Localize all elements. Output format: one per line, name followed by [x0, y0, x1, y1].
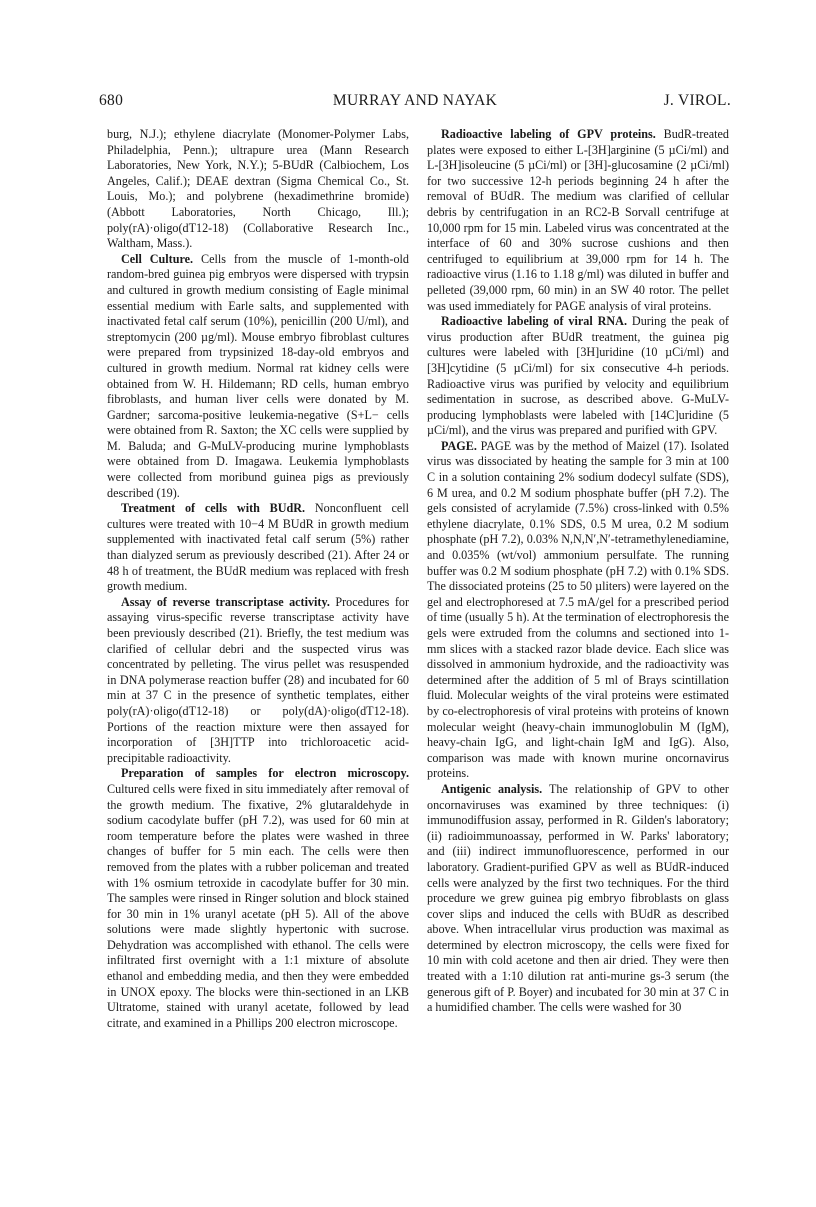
paragraph — [427, 782, 729, 1016]
section-heading: Cell Culture. — [121, 251, 194, 266]
paragraph — [427, 127, 729, 314]
paragraph — [427, 439, 729, 782]
paragraph-text: Nonconfluent cell cultures were treated with 10−4 M BUdR in growth medium supplemented with inactivated fetal calf serum (5%) rather than dialyzed serum as previously described (21). After 24 or 48 h of treatment, the BUdR medium was replaced with fresh growth medium. — [107, 501, 409, 594]
section-heading: Radioactive labeling of GPV proteins. — [441, 127, 656, 141]
paragraph — [107, 252, 409, 502]
page-number: 680 — [99, 92, 124, 109]
section-heading: Assay of reverse transcriptase activity. — [121, 594, 330, 609]
page-header — [99, 92, 731, 114]
paragraph-text: burg, N.J.); ethylene diacrylate (Monomer-Polymer Labs, Philadelphia, Penn.); ultrapure urea (Mann Research Laboratories, New York, N.Y.); 5-BUdR (Calbiochem, Los Angeles, Calif.); DEAE dextran (Sigma Chemical Co., St. Louis, Mo.); and polybrene (hexadimethrine bromide) (Abbott Laboratories, North Chicago, Ill.); poly(rA)·oligo(dT12-18) (Collaborative Research Inc., Waltham, Mass.). — [107, 127, 409, 251]
paragraph-text: The relationship of GPV to other oncornaviruses was examined by three techniques: (i) immunodiffusion assay, performed in R. Gilden's laboratory; (ii) radioimmunoassay, performed in W. Parks' laboratory; and (iii) indirect immunofluorescence, performed in our laboratory. Gradient-purified GPV as well as BUdR-induced cells were analyzed by the first two techniques. For the third procedure we grew guinea pig embryo fibroblasts on glass cover slips and induced the cells with BUdR as described above. When intracellular virus production was maximal as determined by electron microscopy, the cells were fixed for 10 min with cold acetone and then air dried. They were then treated with a 1:10 dilution rat anti-murine gs-3 serum (the generous gift of P. Boyer) and incubated for 30 min at 37 C in a humidified chamber. The cells were washed for 30 — [427, 781, 729, 1015]
paragraph-text: Cultured cells were fixed in situ immediately after removal of the growth medium. The fixative, 2% glutaraldehyde in sodium cacodylate buffer (pH 7.2), was used for 60 min at room temperature before the plates were washed in three changes of buffer for 5 min each. The cells were then removed from the plates with a rubber policeman and treated with 1% osmium tetroxide in cacodylate buffer for 30 min. The samples were rinsed in Ringer solution and block stained for 30 min in 1% uranyl acetate (pH 5). All of the above solutions were made slightly hypertonic with sucrose. Dehydration was accomplished with ethanol. The cells were infiltrated first overnight with a 1:1 mixture of absolute ethanol and embedding media, and then they were embedded in UNOX epoxy. The blocks were thin-sectioned in an LKB Ultratome, stained with uranyl acetate, followed by lead citrate, and examined in a Phillips 200 electron microscope. — [107, 781, 409, 1030]
paragraph-text: BudR-treated plates were exposed to either L-[3H]arginine (5 µCi/ml) and L-[3H]isoleucine (5 µCi/ml) or [3H]-glucosamine (2 µCi/ml) for two successive 12-h periods beginning 24 h after the removal of BUdR. The medium was clarified of cellular debris by centrifugation in an RC2-B Sorvall centrifuge at 10,000 rpm for 15 min. Labeled virus was concentrated at the interface of 60 and 30% sucrose cushions and then centrifuged to equilibrium at 39,000 rpm for 14 h. The radioactive virus (1.16 to 1.18 g/ml) was diluted in buffer and pelleted (39,000 rpm, 60 min) in an SW 40 rotor. The pellet was used immediately for PAGE analysis of viral proteins. — [427, 127, 729, 313]
section-heading: Preparation of samples for electron microscopy. — [121, 766, 409, 781]
running-authors: MURRAY AND NAYAK — [332, 92, 498, 109]
paragraph-text: During the peak of virus production after BUdR treatment, the guinea pig cultures were labeled with [3H]uridine (10 µCi/ml) and [3H]cytidine (5 µCi/ml) for six consecutive 4-h periods. Radioactive virus was purified by velocity and equilibrium sedimentation in sucrose, as described above. G-MuLV-producing lymphoblasts were labeled with [14C]uridine (5 µCi/ml), and the virus was prepared and purified with GPV. — [427, 314, 729, 438]
section-heading: Radioactive labeling of viral RNA. — [441, 314, 627, 329]
paragraph-text: Cells from the muscle of 1-month-old random-bred guinea pig embryos were dispersed with trypsin and cultured in growth medium consisting of Eagle minimal essential medium with Earle salts, and supplemented with inactivated fetal calf serum (10%), penicillin (200 U/ml), and streptomycin (200 µg/ml). Mouse embryo fibroblast cultures were prepared from trypsinized 18-day-old embryos and cultured in growth medium. Normal rat kidney cells were obtained from W. H. Hildemann; RD cells, human embryo fibroblasts, and human liver cells were donated by M. Gardner; sarcoma-positive leukemia-negative (S+L− cells were obtained from R. Saxton; the XC cells were supplied by M. Baluda; and G-MuLV-producing murine lymphoblasts were obtained from D. Imagawa. Leukemia lymphoblasts were collected from moribund guinea pigs as previously described (19). — [107, 251, 409, 500]
right-column — [427, 127, 729, 1016]
section-heading: Treatment of cells with BUdR. — [121, 501, 306, 516]
left-column — [107, 127, 409, 1031]
paragraph — [427, 314, 729, 439]
paragraph — [107, 595, 409, 767]
paragraph-text: PAGE was by the method of Maizel (17). Isolated virus was dissociated by heating the sample for 3 min at 100 C in a solution containing 2% sodium dodecyl sulfate (SDS), 6 M urea, and 0.2 M sodium phosphate buffer (pH 7.2). The gels consisted of acrylamide (7.5%) cross-linked with 0.5% ethylene diacrylate, 0.1% SDS, 0.5 M urea, 0.2 M sodium phosphate (pH 7.2), 0.03% N,N,N′,N′-tetramethylenediamine, and 0.035% (wt/vol) ammonium persulfate. The running buffer was 0.2 M sodium phosphate (pH 7.2) with 0.1% SDS. The dissociated proteins (25 to 50 µliters) were layered on the gel and electrophoresed at 7.5 mA/gel for a prescribed period of time (usually 5 h). At the termination of electrophoresis the gels were extruded from the columns and sectioned into 1-mm slices with a stacked razor blade device. Each slice was dissolved in ammonium hydroxide, and the radioactivity was determined after the addition of 5 ml of Brays scintillation fluid. Molecular weights of the viral proteins were estimated by co-electrophoresis of viral proteins with proteins of known molecular weight (heavy-chain immunoglobulin M (IgM), heavy-chain IgG, and light-chain IgM and IgG). Also, comparison was made with known murine oncornavirus proteins. — [427, 438, 729, 781]
paragraph — [107, 766, 409, 1031]
journal-name: J. VIROL. — [663, 92, 731, 109]
section-heading: Antigenic analysis. — [441, 781, 543, 796]
paragraph — [107, 501, 409, 595]
paragraph — [107, 127, 409, 252]
section-heading: PAGE. — [441, 438, 477, 453]
paragraph-text: Procedures for assaying virus-specific reverse transcriptase activity have been previously described (21). Briefly, the test medium was clarified of cellular debri and the suspected virus was concentrated by pelleting. The virus pellet was resuspended in DNA polymerase reaction buffer (28) and incubated for 60 min at 37 C in the presence of synthetic templates, either poly(rA)·oligo(dT12-18) or poly(dA)·oligo(dT12-18). Portions of the reaction mixture were then assayed for incorporation of [3H]TTP into trichloroacetic acid-precipitable radioactivity. — [107, 594, 409, 765]
